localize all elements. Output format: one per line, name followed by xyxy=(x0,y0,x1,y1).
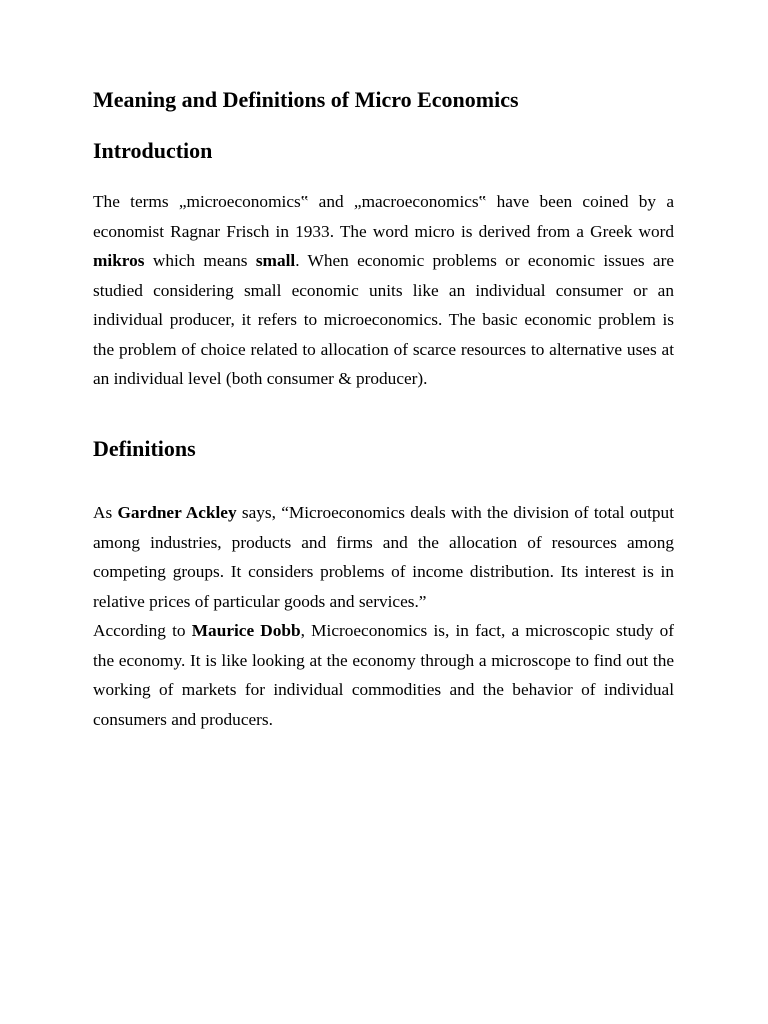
author-gardner-ackley: Gardner Ackley xyxy=(117,503,237,522)
document-title: Meaning and Definitions of Micro Economics xyxy=(93,87,519,112)
ackley-text-2: says, “Microeconomics deals with the division of total output among industries, products and firms and the allocation of resources among competing groups. It considers problems of income distribution. Its interest is in relative prices of particular goods and services.” xyxy=(93,503,674,611)
intro-text-1: The terms „microeconomics‟ and „macroeconomics‟ have been coined by a economist Ragnar Frisch in 1933. The word micro is derived from a Greek word xyxy=(93,192,674,241)
author-maurice-dobb: Maurice Dobb xyxy=(191,621,301,640)
intro-text-3: . When economic problems or economic issues are studied considering small economic units like an individual consumer or an individual producer, it refers to microeconomics. The basic economic problem is the problem of choice related to allocation of scarce resources to alternative uses at an individual level (both consumer & producer). xyxy=(93,251,674,388)
definition-dobb-paragraph xyxy=(93,616,674,734)
term-mikros: mikros xyxy=(93,251,145,270)
dobb-text-1: According to xyxy=(93,621,192,640)
introduction-paragraph xyxy=(93,187,674,394)
intro-text-2: which means xyxy=(144,251,256,270)
definition-ackley-paragraph xyxy=(93,498,674,616)
section-heading-introduction: Introduction xyxy=(93,138,213,163)
ackley-text-1: As xyxy=(93,503,118,522)
section-heading-definitions: Definitions xyxy=(93,436,196,461)
term-small: small xyxy=(255,251,296,270)
dobb-text-2: , Microeconomics is, in fact, a microscopic study of the economy. It is like looking at the economy through a microscope to find out the working of markets for individual commodities and the behavior of individual consumers and producers. xyxy=(93,621,675,729)
